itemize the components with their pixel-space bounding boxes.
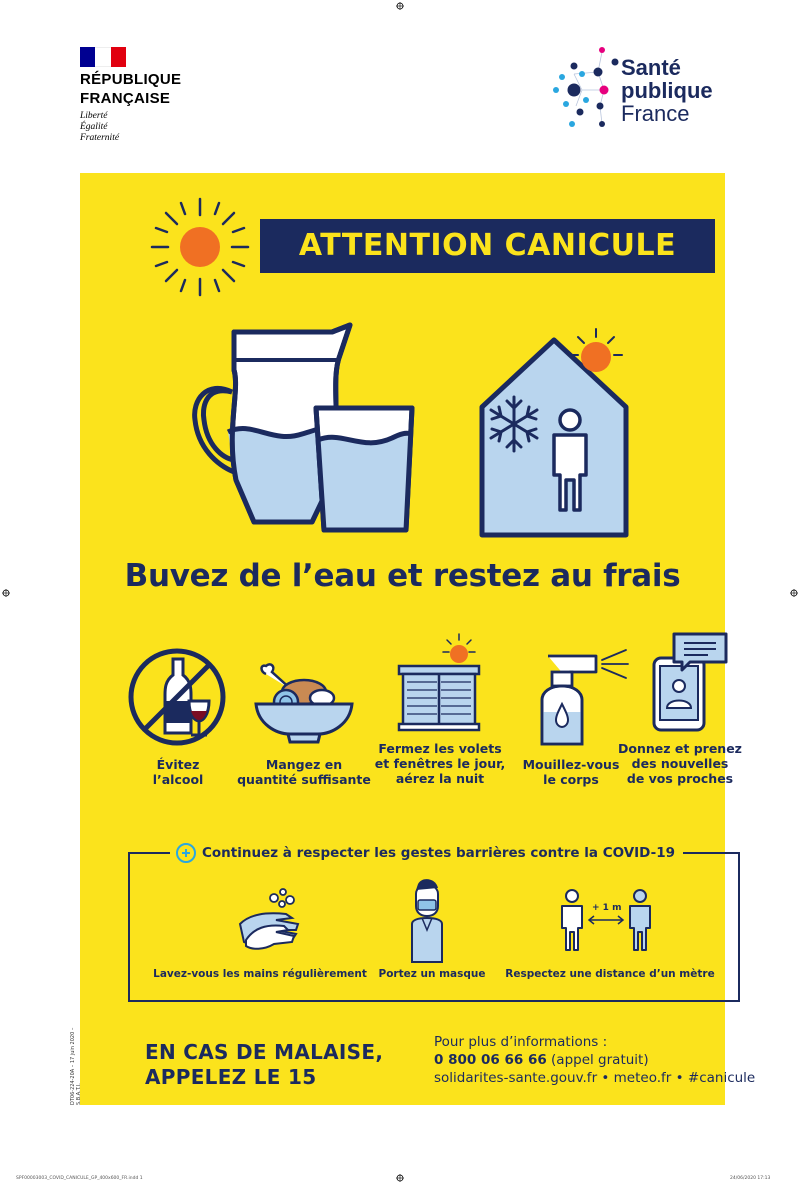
phone-message-icon [650, 630, 730, 734]
print-footer-left: SPF00003003_COVID_CANICULE_GP_400x600_FR.indd 1 [16, 1176, 143, 1181]
no-alcohol-icon [125, 645, 230, 750]
motto-fraternite: Fraternité [80, 133, 120, 143]
info-phone-row [434, 1051, 755, 1069]
tip-news-label [605, 741, 755, 786]
french-flag-logo [80, 47, 126, 67]
tip-food-line-2: quantité suffisante [237, 772, 371, 787]
tip-news-line-2: des nouvelles [631, 756, 729, 771]
info-title: Pour plus d’informations : [434, 1034, 608, 1050]
rf-line-2: FRANÇAISE [80, 90, 171, 107]
sante-publique-france-label [621, 56, 713, 125]
spf-line-3: France [621, 101, 690, 126]
tip-news-line-1: Donnez et prenez [618, 741, 742, 756]
wash-hands-icon [236, 884, 304, 952]
tip-shutters-line-1: Fermez les volets [378, 741, 502, 756]
sun-icon [148, 195, 252, 299]
distance-value: + 1 m [592, 903, 622, 913]
print-footer-right: 24/06/2020 17:13 [730, 1176, 771, 1181]
spray-bottle-icon [530, 646, 630, 748]
tip-food-label [229, 757, 379, 787]
registration-mark-top [396, 2, 404, 10]
spf-network-logo-icon [552, 44, 620, 134]
spf-line-2: publique [621, 78, 713, 103]
emergency-line-1: EN CAS DE MALAISE, [145, 1040, 384, 1064]
registration-mark-left [2, 589, 10, 597]
rf-line-1: RÉPUBLIQUE [80, 71, 182, 88]
info-phone: 0 800 06 66 66 [434, 1052, 547, 1068]
tip-news-line-3: de vos proches [626, 771, 734, 786]
tip-shutters-line-2: et fenêtres le jour, [374, 756, 506, 771]
gesture-distance-label: Respectez une distance d’un mètre [505, 968, 715, 980]
tip-shutters-line-3: aérez la nuit [395, 771, 485, 786]
tip-alcohol-line-2: l’alcool [152, 772, 204, 787]
gesture-mask-label: Portez un masque [378, 968, 486, 980]
motto-egalite: Égalité [80, 122, 108, 132]
water-jug-and-glass-icon [192, 320, 417, 545]
shutters-icon [395, 632, 485, 732]
covid-title-text: Continuez à respecter les gestes barrières contre la COVID-19 [202, 845, 676, 861]
more-info-block [434, 1033, 755, 1087]
republique-francaise-label [80, 70, 181, 108]
food-bowl-icon [252, 662, 356, 744]
plus-circle-icon [176, 843, 196, 863]
tip-spray-line-2: le corps [543, 772, 599, 787]
tip-shutters-label [365, 741, 515, 786]
poster-title: ATTENTION CANICULE [260, 219, 715, 273]
print-side-code: DT06-224-20A – 17 juin 2020 – S.B.A.T.I. [70, 1027, 82, 1105]
registration-mark-bottom [396, 1174, 404, 1182]
motto-liberte: Liberté [80, 111, 108, 121]
tip-alcohol-line-1: Évitez [156, 757, 200, 772]
emergency-line-2: APPELEZ LE 15 [145, 1065, 317, 1089]
distance-icon [558, 886, 654, 952]
cool-house-icon [474, 325, 634, 540]
registration-mark-right [790, 589, 798, 597]
mask-icon [408, 876, 446, 964]
emergency-notice [145, 1040, 383, 1090]
info-phone-note: (appel gratuit) [546, 1052, 649, 1068]
tip-food-line-1: Mangez en [265, 757, 343, 772]
main-headline: Buvez de l’eau et restez au frais [124, 558, 681, 594]
spf-line-1: Santé [621, 55, 681, 80]
covid-section-title [170, 842, 683, 864]
info-links: solidarites-sante.gouv.fr • meteo.fr • #canicule [434, 1070, 756, 1086]
gesture-wash-label: Lavez-vous les mains régulièrement [153, 968, 367, 980]
rf-motto [80, 111, 119, 144]
tip-spray-line-1: Mouillez-vous [522, 757, 620, 772]
